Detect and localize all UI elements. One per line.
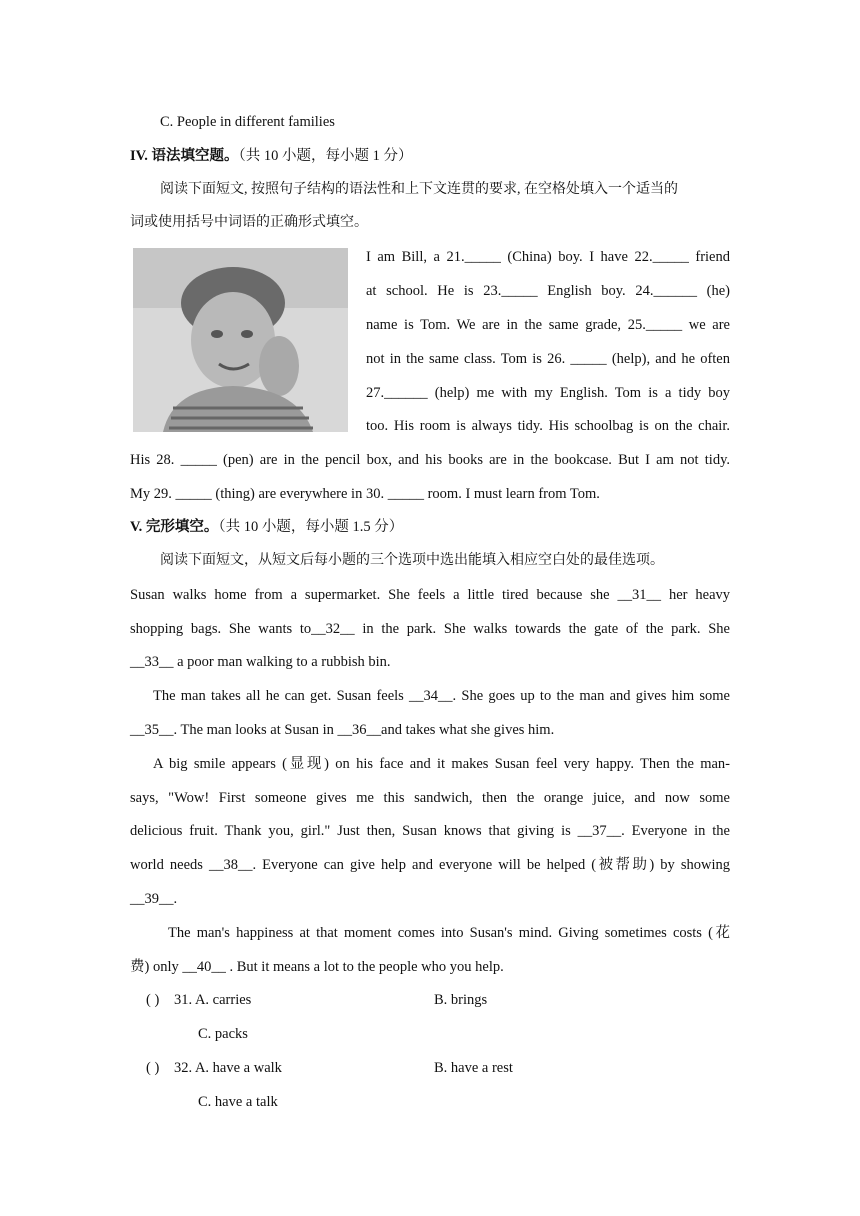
section-v-heading	[130, 517, 730, 537]
section-note: （共 10 小题，每小题 1 分）	[238, 148, 413, 164]
passage-line-4: not in the same class. Tom is 26. _____ (help), and he often	[366, 351, 730, 367]
option-c: C. packs	[198, 1026, 248, 1042]
answer-paren[interactable]: ( )	[146, 992, 160, 1008]
section-number: IV.	[130, 148, 148, 164]
cloze-line-1: Susan walks home from a supermarket. She feels a little tired because she __31__ her heavy	[130, 587, 730, 603]
answer-paren[interactable]: ( )	[146, 1060, 160, 1076]
passage-line-1: I am Bill, a 21._____ (China) boy. I have 22._____ friend	[366, 249, 730, 265]
option-c: C. have a talk	[198, 1094, 278, 1110]
question-label: 32. A. have a walk	[174, 1060, 282, 1076]
section-note: （共 10 小题，每小题 1.5 分）	[218, 519, 404, 535]
cloze-line-7: says, "Wow! First someone gives me this sandwich, then the orange juice, and now some	[130, 790, 730, 806]
cloze-line-12: 费) only __40__ . But it means a lot to the people who you help.	[130, 959, 504, 975]
passage-line-5: 27.______ (help) me with my English. Tom is a tidy boy	[366, 385, 730, 401]
passage-line-2: at school. He is 23._____ English boy. 24.______ (he)	[366, 283, 730, 299]
cloze-line-3: __33__ a poor man walking to a rubbish bin.	[130, 654, 391, 670]
boy-photo	[133, 248, 348, 432]
option-b: B. have a rest	[434, 1060, 513, 1076]
cloze-line-2: shopping bags. She wants to__32__ in the park. She walks towards the gate of the park. She	[130, 621, 730, 637]
section-v-instruction: 阅读下面短文，从短文后每小题的三个选项中选出能填入相应空白处的最佳选项。	[160, 553, 664, 568]
section-number: V.	[130, 519, 143, 535]
passage-line-6: too. His room is always tidy. His schoolbag is on the chair.	[366, 418, 730, 434]
passage-line-7: His 28. _____ (pen) are in the pencil box, and his books are in the bookcase. But I am not tidy.	[130, 452, 730, 468]
passage-line-3: name is Tom. We are in the same grade, 25._____ we are	[366, 317, 730, 333]
question-label: 31. A. carries	[174, 992, 252, 1008]
cloze-line-6: A big smile appears (显现) on his face and it makes Susan feel very happy. Then the man-	[153, 756, 730, 772]
option-b: B. brings	[434, 992, 488, 1008]
cloze-line-8: delicious fruit. Thank you, girl." Just then, Susan knows that giving is __37__. Everyone in the	[130, 823, 730, 839]
section-title: 完形填空。	[145, 519, 219, 535]
section-iv-instruction-line-2: 词或使用括号中词语的正确形式填空。	[130, 215, 368, 230]
cloze-line-9: world needs __38__. Everyone can give help and everyone will be helped (被帮助) by showing	[130, 857, 730, 873]
passage-line-8: My 29. _____ (thing) are everywhere in 30. _____ room. I must learn from Tom.	[130, 486, 600, 502]
section-iv-heading	[130, 146, 730, 166]
option-c-people-in-different-families: C. People in different families	[160, 114, 335, 130]
section-title: 语法填空题。	[151, 148, 239, 164]
boy-illustration	[133, 248, 348, 432]
cloze-line-4: The man takes all he can get. Susan feels __34__. She goes up to the man and gives him some	[153, 688, 730, 704]
section-iv-instruction-line-1: 阅读下面短文, 按照句子结构的语法性和上下文连贯的要求, 在空格处填入一个适当的	[160, 182, 678, 197]
cloze-line-5: __35__. The man looks at Susan in __36__and takes what she gives him.	[130, 722, 555, 738]
cloze-line-10: __39__.	[130, 891, 178, 907]
cloze-line-11: The man's happiness at that moment comes into Susan's mind. Giving sometimes costs (花	[168, 925, 730, 941]
